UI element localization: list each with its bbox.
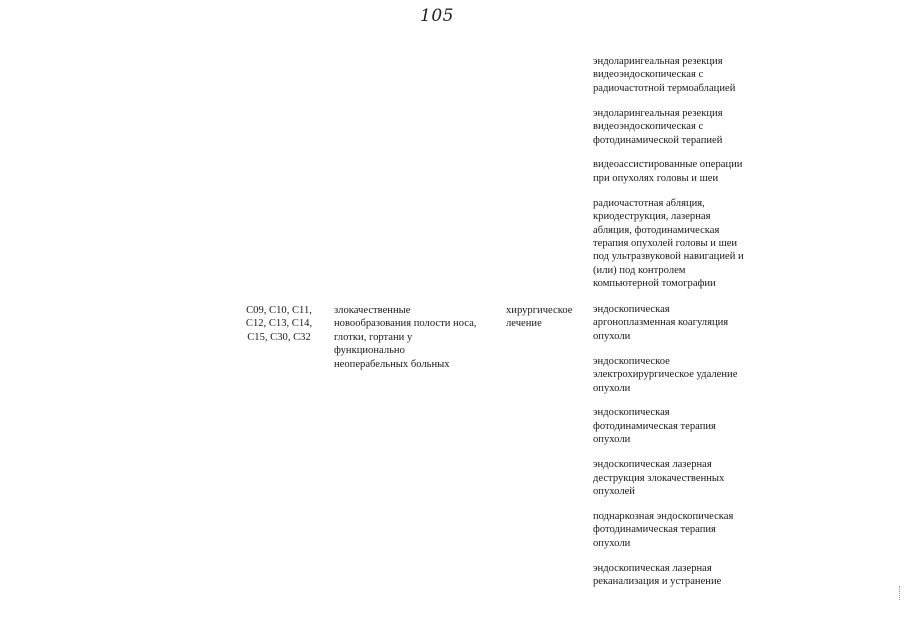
scan-edge-mark	[899, 586, 902, 600]
treatment-type-cell: хирургическое лечение	[506, 305, 573, 330]
method-item: эндоскопическая аргоноплазменная коагуляция опухоли	[593, 304, 729, 342]
method-item: эндоларингеальная резекция видеоэндоскопическая с фотодинамической терапией	[593, 107, 723, 146]
method-item: эндоларингеальная резекция видеоэндоскопическая с радиочастотной термоаблацией	[593, 56, 736, 94]
methods-list-current-row	[593, 303, 769, 600]
icd-codes-cell: C09, C10, C11, C12, C13, C14, C15, C30, C32	[245, 305, 313, 343]
page-number: 105	[420, 6, 454, 26]
method-item: видеоассистированные операции при опухолях головы и шеи	[593, 159, 743, 184]
method-item: эндоскопическая лазерная реканализация и устранение	[593, 562, 722, 587]
method-item: эндоскопическое электрохирургическое удаление опухоли	[593, 355, 738, 394]
method-item: эндоскопическая фотодинамическая терапия опухоли	[593, 407, 716, 446]
method-item: радиочастотная абляция, криодеструкция, лазерная абляция, фотодинамическая терапия опухолей головы и шеи под ультразвуковой навигацией и (или) под контролем компьютерной томографии	[593, 197, 744, 290]
diagnosis-cell: злокачественные новообразования полости носа, глотки, гортани у функционально неоперабельных больных	[334, 305, 477, 370]
method-item: поднаркозная эндоскопическая фотодинамическая терапия опухоли	[593, 510, 734, 549]
method-item: эндоскопическая лазерная деструкция злокачественных опухолей	[593, 459, 725, 497]
methods-list-previous-row	[593, 55, 769, 302]
